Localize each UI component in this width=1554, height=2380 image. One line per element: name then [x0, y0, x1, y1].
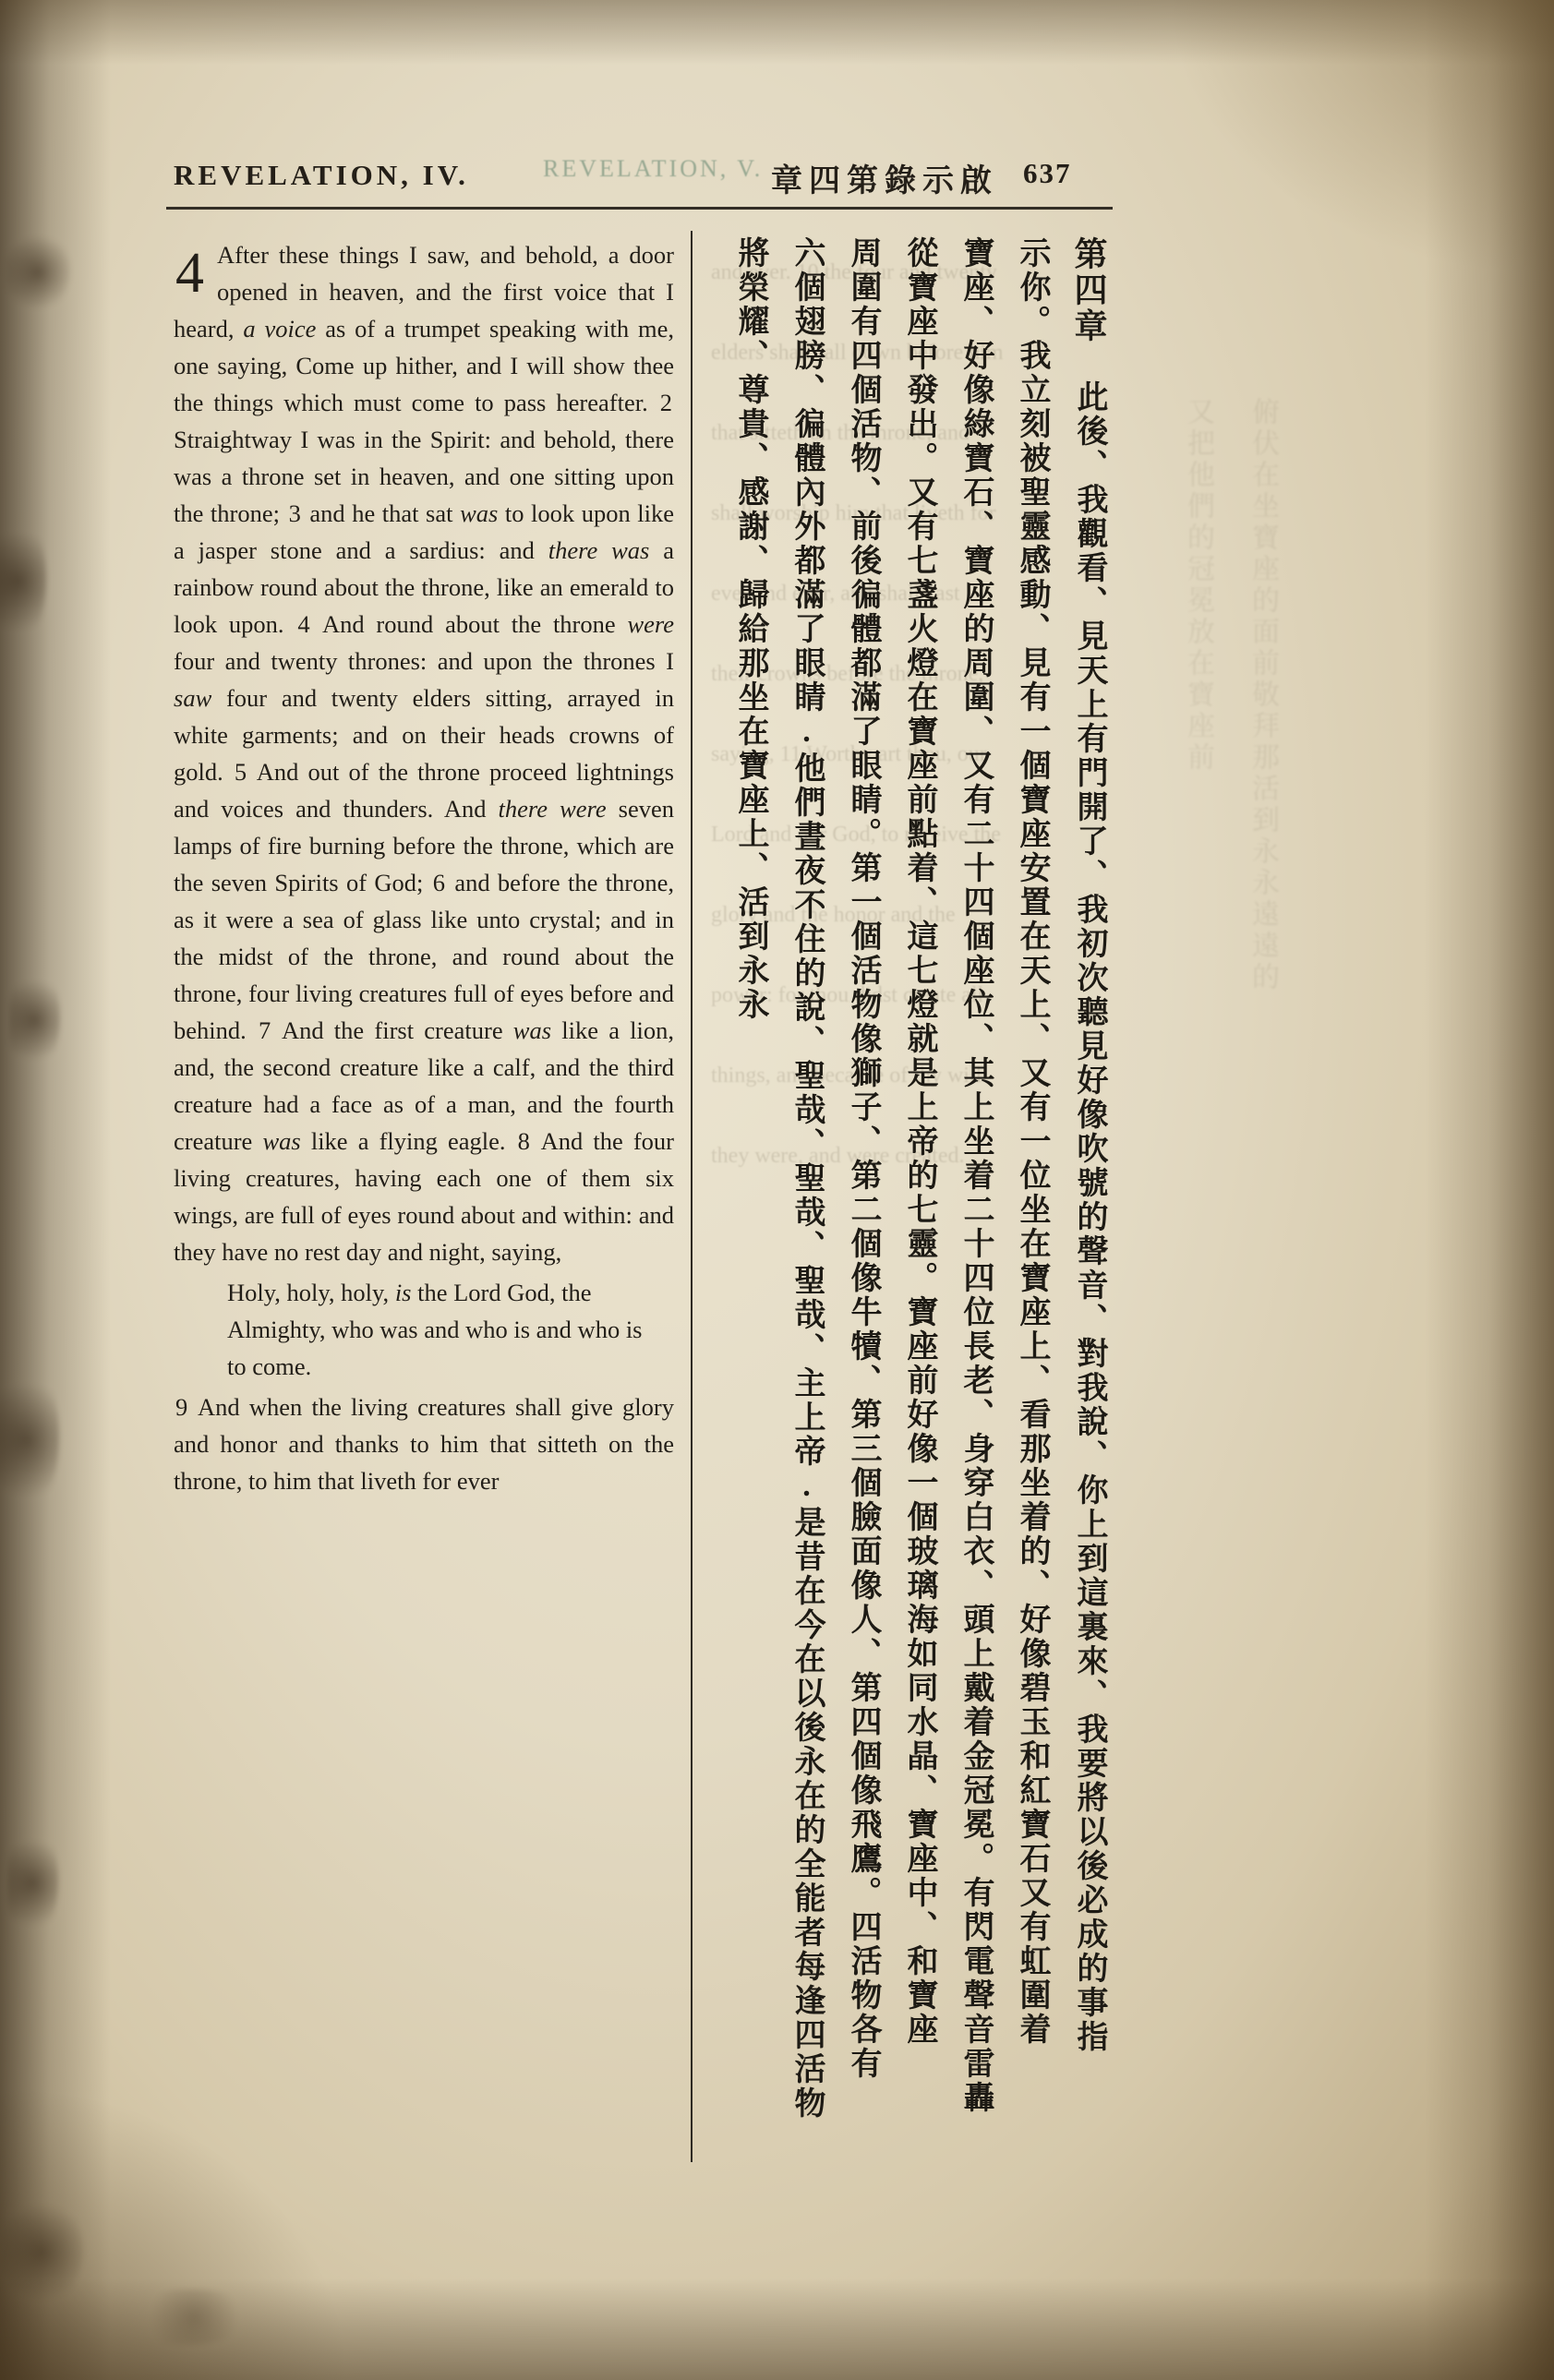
hymn: Holy, holy, holy, is the Lord God, the Almighty, who was and who is and who is to come. [227, 1279, 643, 1380]
ink-smudge [0, 1366, 59, 1514]
ink-smudge [0, 517, 46, 646]
verse-9: 9 And when the living creatures shall give glory and honor and thanks to him that sitteth on the throne, to him that liveth for ever [174, 1393, 674, 1495]
bleedthrough-chinese-text: 俯伏在坐寶座的面前敬拜那活到永永遠遠的 又把他們的冠冕放在寶座前 [1183, 397, 1278, 993]
ink-smudge [9, 969, 60, 1071]
column-divider [691, 231, 693, 2162]
verses-1-8: 4 After these things I saw, and behold, a door opened in heaven, and the first voice that I heard, a voice as of a trumpet speaking with me, one saying, Come up hither, and I will show thee the things which must come to pass hereafter. 2 Straightway I was in the Spirit: and behold, there was a throne set in heaven, and one sitting upon the throne; 3 and he that sat was to look upon like a jasper stone and a sardius: and there was a rainbow round about the throne, like an emerald to look upon. 4 And round about the throne were four and twenty thrones: and upon the thrones I saw four and twenty elders sitting, arrayed in white garments; and on their heads crowns of gold. 5 And out of the throne proceed lightnings and voices and thunders. And there were seven lamps of fire burning before the throne, which are the seven Spirits of God; 6 and before the throne, as it were a sea of glass like unto crystal; and in the midst of the throne, and round about the throne, four living creatures full of eyes before and behind. 7 And the first creature was like a lion, and, the second creature like a calf, and the third creature had a face as of a man, and the fourth creature was like a flying eagle. 8 And the four living creatures, having each one of them six wings, are full of eyes round about and within: and they have no rest day and night, saying, [174, 241, 675, 1266]
page-edge-shadow-right [1425, 0, 1554, 2380]
chinese-text-column: 第四章 此後、我觀看、見天上有門開了、我初次聽見好像吹號的聲音、對我說、你上到這裏來、我要將以後必成的事指 [1070, 236, 1107, 2054]
chinese-text-column: 從寶座中發出。又有七盞火燈在寶座前點着、這七燈就是上帝的七靈。寶座前好像一個玻璃海如同水晶、寶座中、和寶座 [902, 236, 936, 2047]
chapter-heading: 第四章 [1070, 236, 1107, 380]
chinese-text-column: 示你。我立刻被聖靈感動、見有一個寶座安置在天上、又有一位坐在寶座上、看那坐着的、好像碧玉和紅寶石又有虹圍着 [1015, 236, 1049, 2047]
ink-smudge [7, 1828, 58, 1939]
chinese-text-column: 將榮耀、尊貴、感謝、歸給那坐在寶座上、活到永永 [733, 236, 767, 1022]
header-rule [166, 207, 1113, 210]
ink-smudge [139, 2290, 249, 2345]
chinese-text-column: 周圍有四個活物、前後徧體都滿了眼睛。第一個活物像獅子、第二個像牛犢、第三個臉面像人、第四個像飛鷹。四活物各有 [846, 236, 880, 2081]
english-column [174, 236, 674, 1499]
bleedthrough-header: REVELATION, V. [543, 155, 764, 182]
page-number: 637 [1023, 157, 1072, 189]
chinese-text-column: 六個翅膀、徧體內外都滿了眼睛.他們晝夜不住的說、聖哉、聖哉、聖哉、主上帝.是昔在今在以後永在的全能者每逢四活物 [789, 236, 824, 2121]
chinese-column [709, 236, 1117, 2175]
running-head-english: REVELATION, IV. [174, 159, 469, 191]
ink-smudge [0, 2197, 83, 2308]
running-head-chinese: 章四第錄示啟 [771, 164, 998, 198]
corner-shading [1166, 0, 1554, 277]
ink-smudge [6, 231, 70, 314]
chinese-text-column: 寶座、好像綠寶石、寶座的周圍、又有二十四個座位、其上坐着二十四位長老、身穿白衣、頭上戴着金冠冕。有閃電聲音雷轟 [958, 236, 993, 2115]
page-edge-shadow-top [0, 0, 1554, 65]
chapter-number-dropcap: 4 [175, 242, 204, 305]
binding-shadow-left [0, 0, 111, 2380]
bleedthrough-english-text: and ever. 10 the four and twenty elders shall fall down before him that sitteth on the throne, and shall worship him that liveth for ever and ever, and shall cast their crowns before the throne, saying, 11 Worthy art thou, our Lord and our God, to receive the glory and the honor and the power: for thou didst create all things, and because of thy will they were, and were created. [711, 260, 1004, 1168]
